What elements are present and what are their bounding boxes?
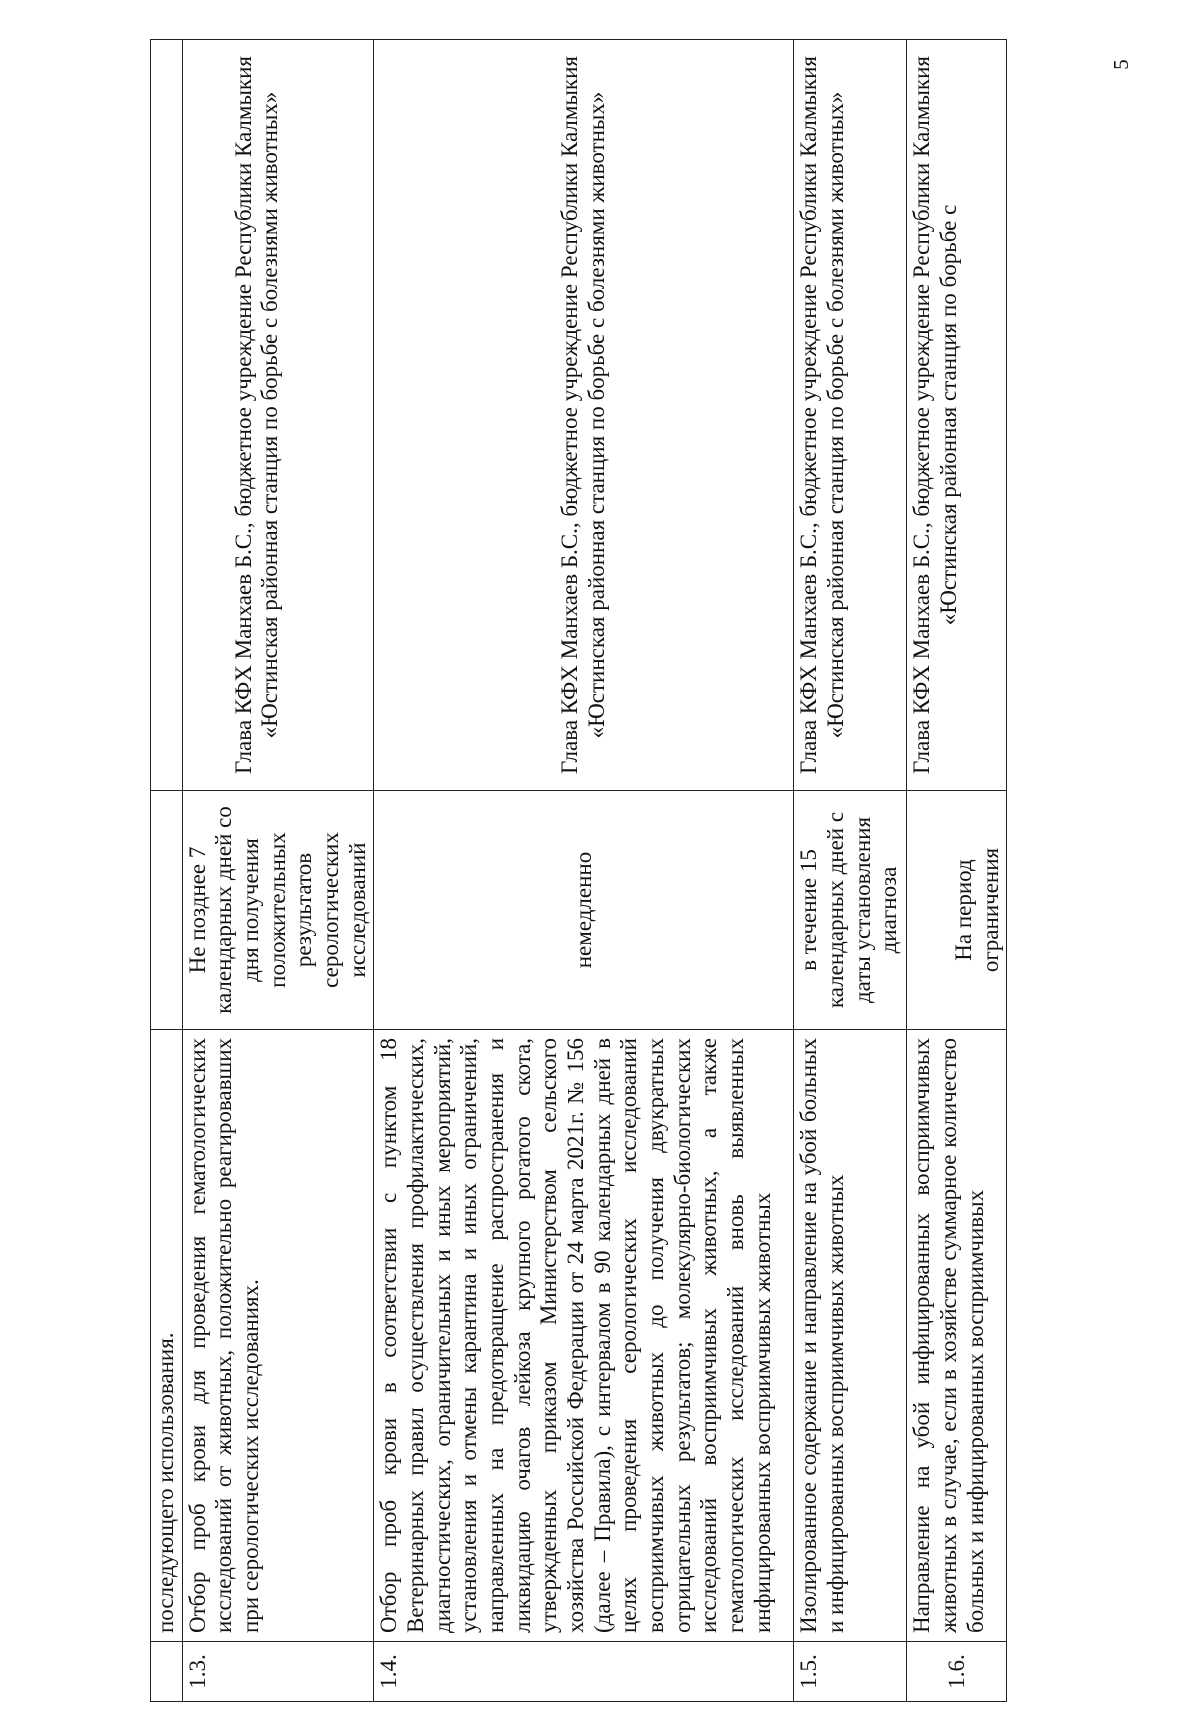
rotated-table-container	[150, 40, 1198, 1702]
measure-deadline: немедленно	[374, 791, 794, 1030]
row-number: 1.5.	[794, 1642, 907, 1702]
measure-description: Отбор проб крови в соответствии с пунктом 18 Ветеринарных правил осуществления профилактических, диагностических, ограничительных и иных мероприятий, установления и отмены карантина и иных ограничений, направленных на предотвращение распространения и ликвидацию очагов лейкоза крупного рогатого скота, утвержденных приказом Министерством сельского хозяйства Российской Федерации от 24 марта 2021г. № 156 (далее – Правила), с интервалом в 90 календарных дней в целях проведения серологических исследований восприимчивых животных до получения двукратных отрицательных результатов; молекулярно-биологических исследований восприимчивых животных, а также гематологических исследований вновь выявленных инфицированных восприимчивых животных	[374, 1030, 794, 1642]
measure-deadline: Не позднее 7 календарных дней со дня получения положительных результатов серологических исследований	[182, 791, 374, 1030]
measure-description: Отбор проб крови для проведения гематологических исследований от животных, положительно реагировавших при серологических исследованиях.	[182, 1030, 374, 1642]
responsible-party: Глава КФХ Манхаев Б.С., бюджетное учреждение Республики Калмыкия «Юстинская районная станция по борьбе с болезнями животных»	[374, 40, 794, 791]
measure-description: последующего использования.	[151, 1030, 183, 1642]
measure-description: Направление на убой инфицированных восприимчивых животных в случае, если в хозяйстве суммарное количество больных и инфицированных восприимчивых	[907, 1030, 1007, 1642]
responsible-party: Глава КФХ Манхаев Б.С., бюджетное учреждение Республики Калмыкия «Юстинская районная станция по борьбе с болезнями животных»	[182, 40, 374, 791]
row-number: 1.6.	[907, 1642, 1007, 1702]
table-row	[151, 40, 183, 1702]
table-row	[374, 40, 794, 1702]
table-row	[794, 40, 907, 1702]
measure-description: Изолированное содержание и направление на убой больных и инфицированных восприимчивых животных	[794, 1030, 907, 1642]
responsible-party: Глава КФХ Манхаев Б.С., бюджетное учреждение Республики Калмыкия «Юстинская районная станция по борьбе с болезнями животных»	[794, 40, 907, 791]
row-number: 1.3.	[182, 1642, 374, 1702]
responsible-party	[151, 40, 183, 791]
measure-deadline: в течение 15 календарных дней с даты установления диагноза	[794, 791, 907, 1030]
table-row	[907, 40, 1007, 1702]
measures-table	[150, 39, 1007, 1702]
measure-deadline	[151, 791, 183, 1030]
table-row	[182, 40, 374, 1702]
responsible-party: Глава КФХ Манхаев Б.С., бюджетное учреждение Республики Калмыкия «Юстинская районная станция по борьбе с	[907, 40, 1007, 791]
row-number	[151, 1642, 183, 1702]
row-number: 1.4.	[374, 1642, 794, 1702]
measure-deadline: На период ограничения	[907, 791, 1007, 1030]
page-number: 5	[1108, 59, 1133, 70]
